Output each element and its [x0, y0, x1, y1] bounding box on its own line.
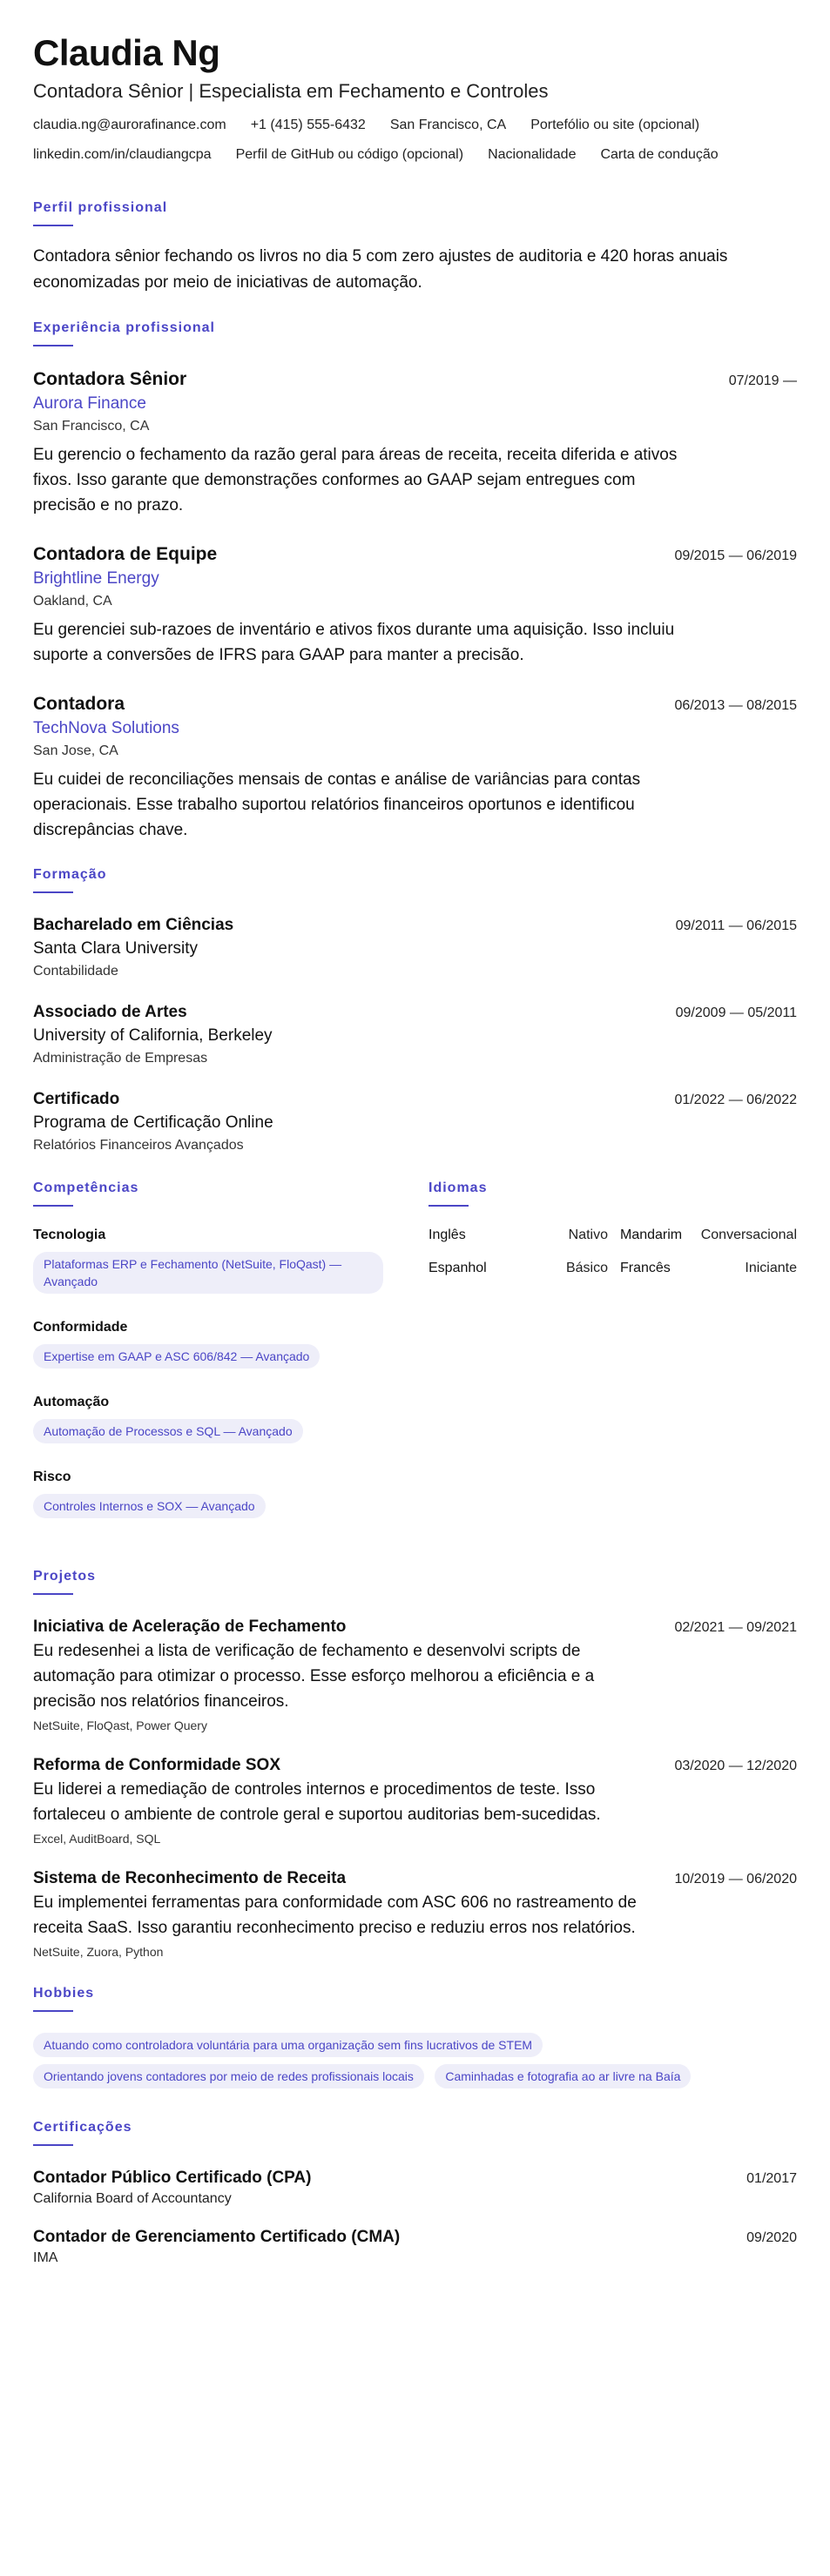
- education-section: [33, 867, 797, 1156]
- skill-group: [33, 1395, 390, 1450]
- contact-location: San Francisco, CA: [389, 118, 507, 132]
- skill-group: [33, 1320, 390, 1375]
- profile-section: [33, 200, 797, 296]
- section-title: Hobbies: [33, 1986, 95, 2001]
- section-title: Projetos: [33, 1569, 97, 1584]
- project-dates: 02/2021 — 09/2021: [674, 1620, 797, 1635]
- skill-group: [33, 1227, 390, 1301]
- project-tech: Excel, AuditBoard, SQL: [33, 1832, 161, 1846]
- experience-section: [33, 320, 797, 843]
- contact-driving-license: Carta de condução: [600, 147, 719, 162]
- hobbies-section: [33, 1986, 797, 2095]
- education-dates: 09/2011 — 06/2015: [675, 918, 797, 933]
- project-item: [33, 1754, 797, 1848]
- contact-linkedin[interactable]: linkedin.com/in/claudiangcpa: [33, 147, 212, 162]
- contact-nationality: Nacionalidade: [488, 147, 577, 162]
- section-divider: [33, 225, 73, 226]
- languages-column: [428, 1180, 797, 1544]
- skill-group: [33, 1470, 390, 1525]
- skills-column: [33, 1180, 390, 1544]
- language-level: Nativo: [568, 1227, 608, 1242]
- project-title: Reforma de Conformidade SOX: [33, 1756, 280, 1774]
- projects-section: [33, 1569, 797, 1961]
- school-name: Santa Clara University: [33, 939, 199, 958]
- section-divider: [428, 1205, 469, 1207]
- certification-issuer: IMA: [33, 2250, 58, 2265]
- job-title: Contadora: [33, 694, 125, 714]
- job-dates: 07/2019 —: [728, 373, 797, 388]
- language-name: Espanhol: [428, 1261, 487, 1275]
- company-name: Brightline Energy: [33, 569, 159, 588]
- experience-item: [33, 542, 797, 668]
- contact-github[interactable]: Perfil de GitHub ou código (opcional): [235, 147, 464, 162]
- section-title: Competências: [33, 1180, 139, 1195]
- project-title: Sistema de Reconhecimento de Receita: [33, 1869, 347, 1887]
- project-dates: 10/2019 — 06/2020: [674, 1872, 797, 1887]
- job-description: Eu gerencio o fechamento da razão geral para áreas de receita, receita diferida e ativos fixos. Isso garante que demonstrações conformes ao GAAP sejam entregues com precisão e no prazo.: [33, 446, 678, 515]
- degree: Certificado: [33, 1090, 120, 1108]
- hobby-list: [33, 2033, 797, 2095]
- project-tech: NetSuite, FloQast, Power Query: [33, 1718, 207, 1732]
- school-name: University of California, Berkeley: [33, 1026, 273, 1045]
- contact-phone[interactable]: +1 (415) 555-6432: [250, 118, 366, 132]
- headline: Contadora Sênior | Especialista em Fechamento e Controles: [33, 80, 549, 102]
- hobby-pill: Caminhadas e fotografia ao ar livre na Baía: [435, 2064, 691, 2088]
- skill-category: Risco: [33, 1470, 71, 1484]
- project-tech: NetSuite, Zuora, Python: [33, 1945, 164, 1959]
- field-of-study: Relatórios Financeiros Avançados: [33, 1138, 244, 1153]
- job-dates: 06/2013 — 08/2015: [674, 698, 797, 713]
- experience-item: [33, 367, 797, 518]
- certification-name: Contador de Gerenciamento Certificado (CMA): [33, 2228, 401, 2246]
- skill-pill: Plataformas ERP e Fechamento (NetSuite, FloQast) — Avançado: [33, 1252, 383, 1294]
- education-item: [33, 914, 797, 982]
- company-name: Aurora Finance: [33, 394, 146, 413]
- profile-summary: Contadora sênior fechando os livros no dia 5 com zero ajustes de auditoria e 420 horas anuais economizadas por meio de iniciativas de automação.: [33, 247, 728, 292]
- job-dates: 09/2015 — 06/2019: [674, 548, 797, 563]
- section-divider: [33, 345, 73, 346]
- certification-issuer: California Board of Accountancy: [33, 2191, 232, 2206]
- language-name: Inglês: [428, 1227, 466, 1242]
- school-name: Programa de Certificação Online: [33, 1113, 273, 1132]
- hobby-pill: Atuando como controladora voluntária para uma organização sem fins lucrativos de STEM: [33, 2033, 543, 2057]
- resume-header: [33, 31, 797, 176]
- field-of-study: Contabilidade: [33, 964, 118, 979]
- hobby-pill: Orientando jovens contadores por meio de redes profissionais locais: [33, 2064, 424, 2088]
- section-title: Idiomas: [428, 1180, 488, 1195]
- project-description: Eu redesenhei a lista de verificação de fechamento e desenvolvi scripts de automação para otimizar o processo. Esse esforço melhorou a eficiência e a precisão nos relatórios financeiros.: [33, 1642, 595, 1711]
- job-location: San Jose, CA: [33, 743, 118, 758]
- degree: Associado de Artes: [33, 1003, 187, 1021]
- certification-item: [33, 2167, 797, 2209]
- language-name: Mandarim: [620, 1227, 683, 1242]
- education-dates: 01/2022 — 06/2022: [674, 1093, 797, 1107]
- job-description: Eu cuidei de reconciliações mensais de contas e análise de variâncias para contas operacionais. Esse trabalho suportou relatórios financeiros oportunos e identificou discrepâncias chave.: [33, 770, 641, 839]
- skill-category: Conformidade: [33, 1320, 128, 1335]
- project-dates: 03/2020 — 12/2020: [674, 1759, 797, 1773]
- candidate-name: Claudia Ng: [33, 32, 220, 73]
- section-title: Experiência profissional: [33, 320, 215, 335]
- project-description: Eu liderei a remediação de controles internos e procedimentos de teste. Isso fortaleceu o ambiente de controle geral e suportou auditorias bem-sucedidas.: [33, 1780, 601, 1824]
- education-dates: 09/2009 — 05/2011: [675, 1006, 797, 1020]
- skill-category: Tecnologia: [33, 1227, 106, 1242]
- project-title: Iniciativa de Aceleração de Fechamento: [33, 1618, 347, 1636]
- company-name: TechNova Solutions: [33, 719, 179, 737]
- education-item: [33, 1001, 797, 1069]
- certification-date: 01/2017: [746, 2171, 797, 2186]
- language-level: Conversacional: [700, 1227, 797, 1242]
- project-description: Eu implementei ferramentas para conformidade com ASC 606 no rastreamento de receita SaaS. Isso garantiu reconhecimento preciso e reduziu erros nos relatórios.: [33, 1893, 637, 1937]
- certification-date: 09/2020: [746, 2230, 797, 2245]
- section-divider: [33, 2010, 73, 2012]
- contact-portfolio[interactable]: Portefólio ou site (opcional): [530, 118, 700, 132]
- skill-pill: Controles Internos e SOX — Avançado: [33, 1494, 266, 1518]
- certifications-section: [33, 2120, 797, 2268]
- language-level: Iniciante: [745, 1261, 797, 1275]
- job-location: San Francisco, CA: [33, 419, 150, 434]
- education-item: [33, 1088, 797, 1156]
- degree: Bacharelado em Ciências: [33, 916, 234, 934]
- skill-pill: Automação de Processos e SQL — Avançado: [33, 1419, 303, 1443]
- section-title: Formação: [33, 867, 107, 882]
- skill-pill: Expertise em GAAP e ASC 606/842 — Avançado: [33, 1344, 320, 1369]
- job-location: Oakland, CA: [33, 594, 112, 609]
- job-title: Contadora de Equipe: [33, 544, 218, 564]
- project-item: [33, 1616, 797, 1735]
- project-item: [33, 1867, 797, 1961]
- skills-languages-section: [33, 1180, 797, 1544]
- field-of-study: Administração de Empresas: [33, 1051, 208, 1066]
- certification-name: Contador Público Certificado (CPA): [33, 2169, 312, 2187]
- section-title: Certificações: [33, 2120, 132, 2135]
- contact-email[interactable]: claudia.ng@aurorafinance.com: [33, 118, 226, 132]
- section-divider: [33, 1593, 73, 1595]
- job-description: Eu gerenciei sub-razoes de inventário e ativos fixos durante uma aquisição. Isso incluiu suporte a conversões de IFRS para GAAP para manter a precisão.: [33, 621, 675, 664]
- certification-item: [33, 2226, 797, 2268]
- experience-item: [33, 692, 797, 843]
- section-divider: [33, 891, 73, 893]
- job-title: Contadora Sênior: [33, 369, 187, 389]
- language-name: Francês: [620, 1261, 671, 1275]
- section-divider: [33, 1205, 73, 1207]
- language-list: [428, 1227, 797, 1276]
- contact-list: [33, 117, 797, 176]
- skill-category: Automação: [33, 1395, 110, 1409]
- section-title: Perfil profissional: [33, 200, 168, 215]
- section-divider: [33, 2144, 73, 2146]
- language-level: Básico: [565, 1261, 608, 1275]
